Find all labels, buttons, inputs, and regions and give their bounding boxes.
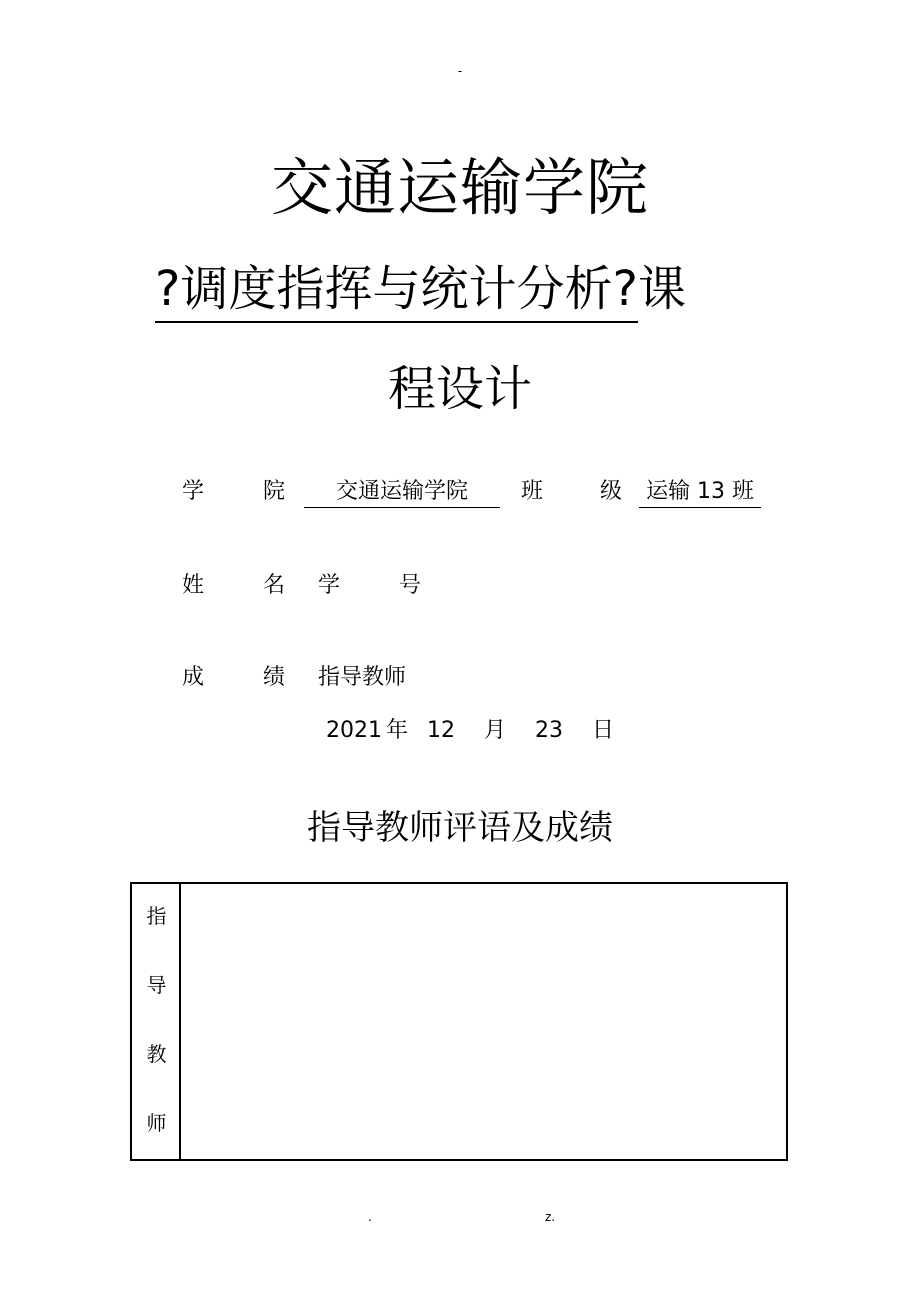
side-char: 师 bbox=[146, 1111, 167, 1135]
side-char: 教 bbox=[146, 1042, 167, 1066]
course-title-line2: 程设计 bbox=[387, 361, 532, 417]
course-title-underlined: ?调度指挥与统计分析? bbox=[155, 261, 638, 323]
footer-right-mark: z. bbox=[545, 1210, 556, 1224]
date-day: 23 bbox=[535, 718, 564, 743]
side-char: 导 bbox=[146, 973, 167, 997]
grade-label-1: 成 bbox=[182, 665, 205, 690]
date-year-unit: 年 bbox=[386, 718, 409, 743]
class-label-1: 班 bbox=[521, 479, 544, 504]
course-title-suffix: 课 bbox=[637, 261, 686, 317]
comment-box bbox=[130, 882, 788, 1161]
date-line bbox=[326, 713, 614, 744]
footer-left-mark: . bbox=[368, 1210, 372, 1224]
class-value: 运输 13 班 bbox=[639, 474, 761, 508]
name-label-1: 姓 bbox=[182, 573, 205, 598]
name-label-2: 名 bbox=[263, 573, 286, 598]
college-label-1: 学 bbox=[182, 479, 205, 504]
id-label-1: 学 bbox=[318, 573, 341, 598]
comment-area[interactable] bbox=[181, 884, 786, 1159]
course-title-line1 bbox=[155, 250, 775, 319]
name-id-row bbox=[182, 568, 421, 599]
comment-box-side-label bbox=[132, 884, 181, 1159]
advisor-label: 指导教师 bbox=[318, 665, 407, 690]
side-char: 指 bbox=[146, 904, 167, 928]
college-value: 交通运输学院 bbox=[304, 474, 500, 508]
date-month-unit: 月 bbox=[484, 718, 507, 743]
section-title: 指导教师评语及成绩 bbox=[307, 808, 613, 848]
date-year: 2021 bbox=[326, 718, 382, 743]
date-day-unit: 日 bbox=[592, 718, 615, 743]
header-mark: - bbox=[457, 64, 463, 78]
grade-advisor-row bbox=[182, 660, 406, 691]
class-label-2: 级 bbox=[600, 479, 623, 504]
date-month: 12 bbox=[427, 718, 456, 743]
id-label-2: 号 bbox=[399, 573, 422, 598]
grade-label-2: 绩 bbox=[263, 665, 286, 690]
college-class-row bbox=[182, 474, 761, 508]
school-name: 交通运输学院 bbox=[270, 151, 649, 224]
college-label-2: 院 bbox=[263, 479, 286, 504]
